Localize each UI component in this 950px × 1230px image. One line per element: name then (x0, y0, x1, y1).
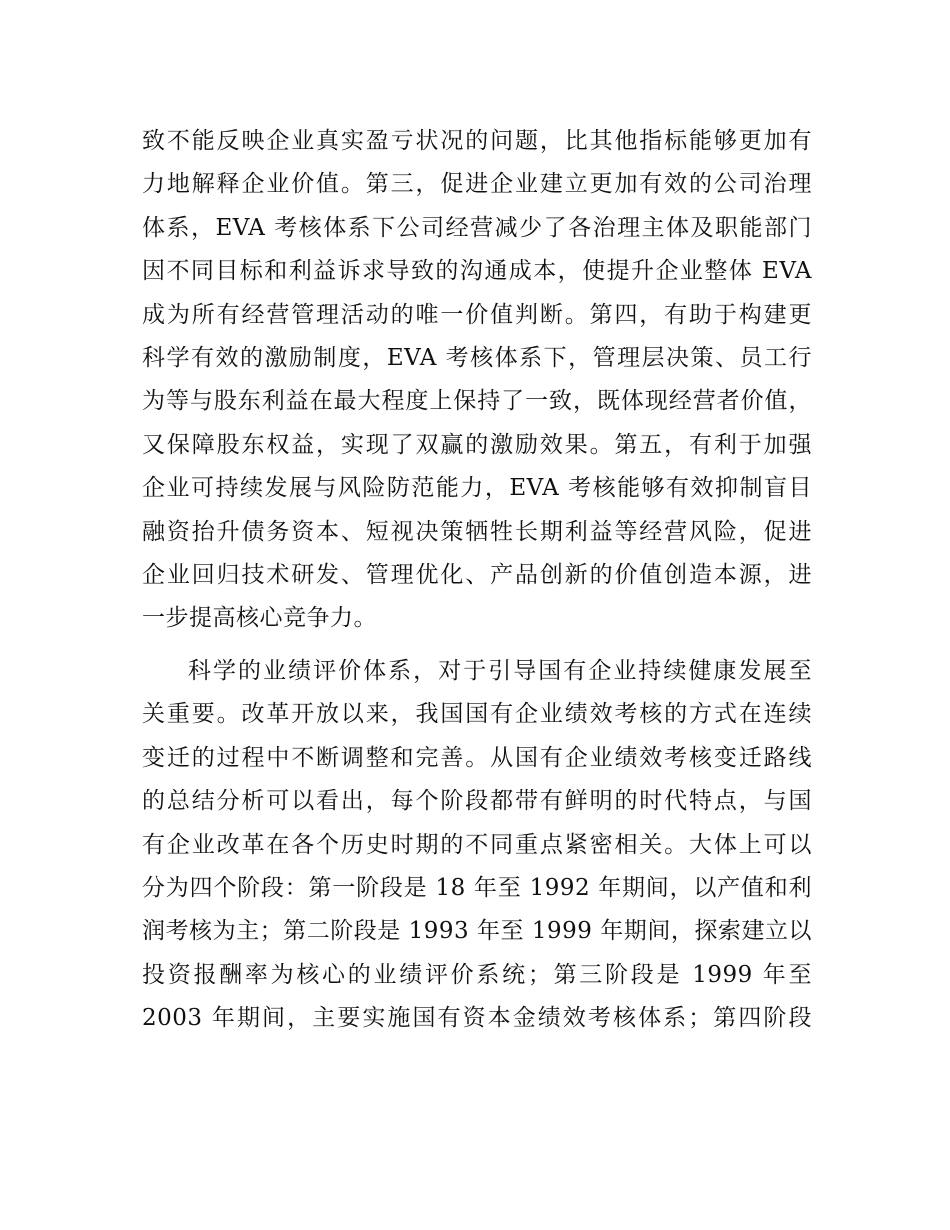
text-line: 又保障股东权益，实现了双赢的激励效果。第五，有利于加强 (142, 431, 812, 458)
text-line: 润考核为主；第二阶段是 1993 年至 1999 年期间，探索建立以 (142, 918, 812, 945)
text-line: 变迁的过程中不断调整和完善。从国有企业绩效考核变迁路线 (142, 744, 812, 771)
text-line: 体系，EVA 考核体系下公司经营减少了各治理主体及职能部门 (142, 214, 812, 241)
text-line: 融资抬升债务资本、短视决策牺牲长期利益等经营风险，促进 (142, 518, 812, 545)
text-line: 成为所有经营管理活动的唯一价值判断。第四，有助于构建更 (142, 301, 812, 328)
paragraph-eva-benefits (142, 120, 812, 641)
text-line: 企业可持续发展与风险防范能力，EVA 考核能够有效抑制盲目 (142, 475, 812, 502)
text-line: 致不能反映企业真实盈亏状况的问题，比其他指标能够更加有 (142, 128, 812, 154)
text-line: 因不同目标和利益诉求导致的沟通成本，使提升企业整体 EVA (142, 258, 812, 285)
text-line: 关重要。改革开放以来，我国国有企业绩效考核的方式在连续 (142, 701, 812, 728)
text-line: 有企业改革在各个历史时期的不同重点紧密相关。大体上可以 (142, 831, 812, 858)
text-line: 科学有效的激励制度，EVA 考核体系下，管理层决策、员工行 (142, 344, 812, 371)
text-line: 的总结分析可以看出，每个阶段都带有鲜明的时代特点，与国 (142, 788, 812, 815)
text-line: 为等与股东利益在最大程度上保持了一致，既体现经营者价值， (142, 388, 812, 415)
text-line: 企业回归技术研发、管理优化、产品创新的价值创造本源，进 (142, 561, 812, 588)
text-line: 2003 年期间，主要实施国有资本金绩效考核体系；第四阶段 (142, 1005, 812, 1032)
paragraph-performance-evaluation (142, 650, 812, 1041)
text-line: 分为四个阶段：第一阶段是 18 年至 1992 年期间，以产值和利 (142, 874, 812, 901)
text-line: 投资报酬率为核心的业绩评价系统；第三阶段是 1999 年至 (142, 961, 812, 988)
text-line: 科学的业绩评价体系，对于引导国有企业持续健康发展至 (188, 658, 812, 684)
text-line: 力地解释企业价值。第三，促进企业建立更加有效的公司治理 (142, 171, 812, 198)
text-line: 一步提高核心竞争力。 (142, 605, 377, 632)
